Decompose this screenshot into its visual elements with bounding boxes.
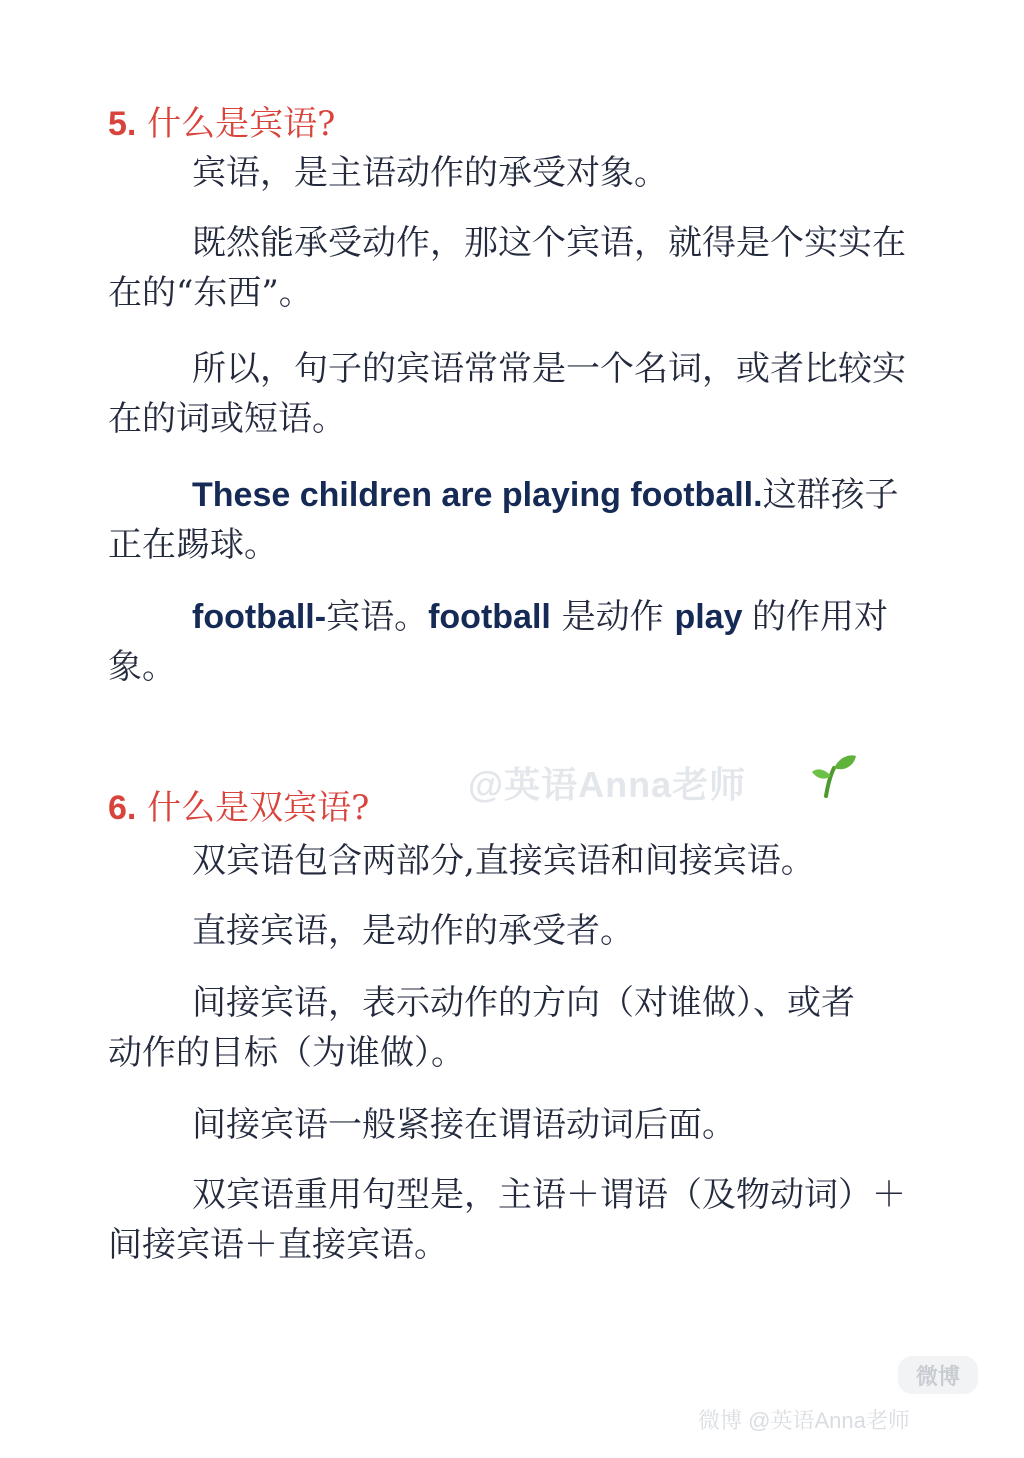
- section-5-title: 什么是宾语?: [147, 104, 336, 144]
- section-6-paragraph-3: 间接宾语，表示动作的方向（对谁做）、或者动作的目标（为谁做）。: [108, 983, 855, 1073]
- section-5-heading: [108, 104, 335, 144]
- weibo-logo: 微博: [898, 1356, 978, 1394]
- section-5-paragraph-1: 宾语，是主语动作的承受对象。: [192, 153, 668, 193]
- section-6-number: 6.: [108, 789, 137, 827]
- section-6-title: 什么是双宾语?: [147, 788, 370, 828]
- watermark-text: @英语Anna老师: [468, 764, 747, 805]
- explanation-word-1: football-: [192, 598, 327, 636]
- section-5-example-sentence: [108, 470, 908, 570]
- section-6-heading: [108, 788, 369, 828]
- explanation-word-2: football: [428, 598, 551, 636]
- explanation-text-3: 的作用对象。: [108, 597, 888, 687]
- explanation-text-2: 是动作: [550, 597, 675, 637]
- explanation-word-3: play: [674, 598, 752, 636]
- section-6-paragraph-1: 双宾语包含两部分,直接宾语和间接宾语。: [192, 841, 815, 881]
- section-5-number: 5.: [108, 105, 137, 143]
- section-6-paragraph-4: 间接宾语一般紧接在谓语动词后面。: [192, 1105, 736, 1145]
- section-5-example-explanation: [108, 592, 908, 692]
- section-6-paragraph-2: 直接宾语，是动作的承受者。: [192, 911, 634, 951]
- example-chinese: 这群孩子正在踢球。: [108, 475, 899, 565]
- section-5-paragraph-2: 既然能承受动作，那这个宾语，就得是个实实在在的“东西”。: [108, 223, 906, 313]
- footer-watermark: 微博 @英语Anna老师: [698, 1408, 910, 1433]
- example-english: These children are playing football.: [192, 476, 763, 514]
- sprout-icon: [810, 750, 858, 800]
- explanation-text-1: 宾语。: [326, 597, 429, 637]
- section-6-paragraph-5: 双宾语重用句型是，主语＋谓语（及物动词）＋间接宾语＋直接宾语。: [108, 1175, 906, 1265]
- section-5-paragraph-3: 所以，句子的宾语常常是一个名词，或者比较实在的词或短语。: [108, 349, 906, 439]
